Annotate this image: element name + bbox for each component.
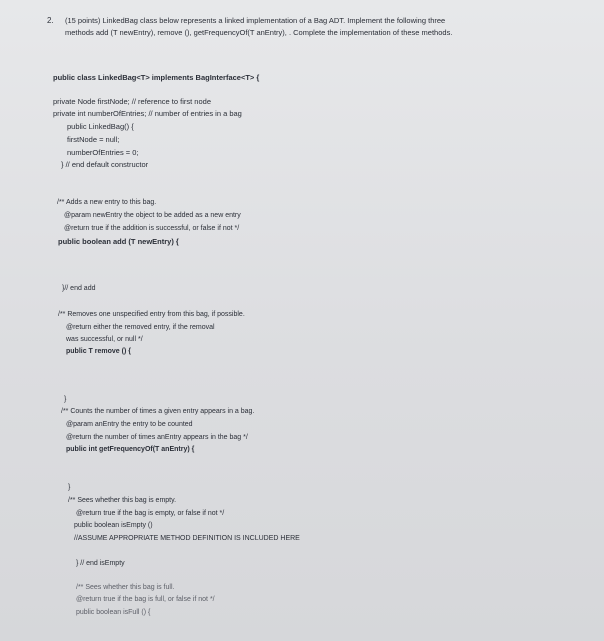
remove-doc-line-2: @return either the removed entry, if the removal: [66, 324, 215, 331]
frequency-doc-line-1: /** Counts the number of times a given entry appears in a bag.: [61, 408, 255, 415]
constructor-body-line-2: numberOfEntries = 0;: [67, 148, 139, 157]
full-doc-line-2: @return true if the bag is full, or false if not */: [76, 596, 215, 603]
question-text-line-2: methods add (T newEntry), remove (), getFrequencyOf(T anEntry), . Complete the implementation of these methods.: [65, 28, 453, 37]
constructor-end-comment: } // end default constructor: [61, 160, 149, 169]
field-first-node: private Node firstNode; // reference to first node: [53, 97, 211, 106]
full-doc-line-1: /** Sees whether this bag is full.: [76, 584, 175, 591]
add-end-comment: }// end add: [62, 285, 96, 292]
field-number-of-entries: private int numberOfEntries; // number of entries in a bag: [53, 109, 242, 118]
add-doc-line-2: @param newEntry the object to be added as a new entry: [64, 212, 241, 219]
remove-signature: public T remove () {: [66, 348, 131, 355]
empty-signature: public boolean isEmpty (): [74, 522, 153, 529]
add-signature: public boolean add (T newEntry) {: [58, 237, 179, 246]
frequency-doc-line-2: @param anEntry the entry to be counted: [66, 421, 193, 428]
empty-end-comment: } // end isEmpty: [76, 560, 125, 567]
frequency-signature: public int getFrequencyOf(T anEntry) {: [66, 446, 195, 453]
question-number: 2.: [47, 16, 54, 25]
empty-doc-line-1: /** Sees whether this bag is empty.: [68, 497, 177, 504]
remove-end-brace: }: [64, 396, 67, 403]
add-doc-line-1: /** Adds a new entry to this bag.: [57, 199, 157, 206]
frequency-doc-line-3: @return the number of times anEntry appears in the bag */: [66, 434, 248, 441]
frequency-end-brace: }: [68, 484, 71, 491]
assume-comment: //ASSUME APPROPRIATE METHOD DEFINITION IS INCLUDED HERE: [74, 535, 300, 542]
remove-doc-line-3: was successful, or null */: [66, 336, 143, 343]
constructor-body-line-1: firstNode = null;: [67, 135, 120, 144]
class-declaration: public class LinkedBag<T> implements BagInterface<T> {: [53, 73, 260, 82]
empty-doc-line-2: @return true if the bag is empty, or false if not */: [76, 510, 225, 517]
remove-doc-line-1: /** Removes one unspecified entry from this bag, if possible.: [58, 311, 245, 318]
add-doc-line-3: @return true if the addition is successful, or false if not */: [64, 225, 240, 232]
question-text-line-1: (15 points) LinkedBag class below represents a linked implementation of a Bag ADT. Implement the following three: [65, 16, 446, 25]
full-signature: public boolean isFull () {: [76, 609, 151, 616]
constructor-signature: public LinkedBag() {: [67, 122, 134, 131]
